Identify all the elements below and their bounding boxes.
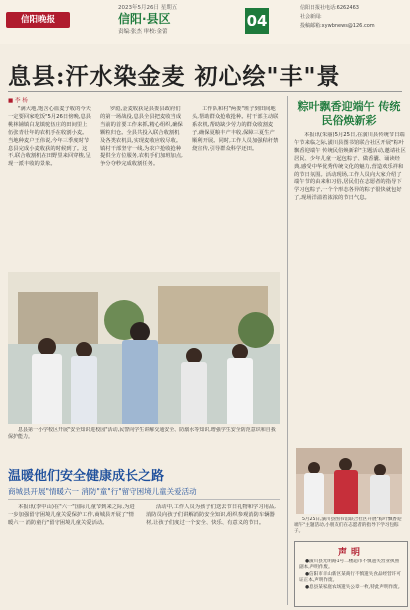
section-editors: 责编:张杰 审校:金蕾	[118, 29, 168, 35]
sub-article-subhead: 商城县开展"情暖六一 消防"童"行"留守困境儿童关爱活动	[8, 487, 197, 496]
section-title: 信阳·县区	[118, 12, 171, 26]
right-photo-caption	[294, 517, 406, 539]
notice-item: ●潢川县光明路1号二楼超市不慎遗失营业执照副本,声明作废。	[299, 559, 400, 571]
right-article-headline: 粽叶飘香迎端午 传统民俗焕新彩	[297, 100, 401, 127]
article-column-3	[192, 106, 280, 268]
school-safety-photo	[8, 272, 280, 424]
sub-article-text: 活动中,工作人员为孩子们送去节日礼物和学习用品,消防员向孩子们讲解消防安全知识,组织参观消防车辆器材,让孩子们度过一个安全、快乐、有意义的节日。	[146, 504, 276, 526]
sub-article-text: 本报讯(李中山)在"六一"国际儿童节到来之际,为进一步加强留守困境儿童关爱保护工作,商城县开展了"情暖六一 消防童行"留守困境儿童关爱活动。	[8, 504, 135, 526]
sub-article-column-2	[146, 504, 280, 604]
notice-item: ●息县某家庭农场遗失公章一枚,特此声明作废。	[305, 585, 403, 591]
photo-tree	[238, 312, 274, 348]
date-line: 2023年5月26日 星期五	[118, 5, 178, 11]
notice-title: 声明	[337, 548, 364, 558]
sub-article-divider	[8, 499, 280, 500]
photo-building	[18, 292, 98, 344]
contact-email: 投稿邮箱:xywbnews@126.com	[300, 23, 375, 29]
article-text: 工作队和村"两委"班子到田间地头,帮助群众抢收抢种。村干部主动联系农机,帮助缺少劳力的群众收割麦子,确保夏粮丰产丰收,保障三夏生产顺利开展。同时,工作人员加强秸秆禁烧宣传,引导群众科学还田。	[192, 106, 279, 152]
sub-article-column-1	[8, 504, 138, 604]
page-number: 04	[245, 8, 269, 34]
article-column-1	[8, 106, 92, 268]
contact-news: 社会新闻:	[300, 14, 322, 20]
article-text: "满大地,饱含心血麦子收的今天一定要回家吃饭"5月26日傍晚,息县桃林铺镇白龙镇驼伍庄的田间里上伍张青壮年的农机手在收割小麦。当地种麦户王伟说,今年三季度时节息县完成小麦收获的时候到了。这不,联合收割机在田野里来回穿梭,呈现一派丰收的景象。	[8, 106, 92, 168]
caption-text: 5月25日,潢川县图书馆联合社区开展"粽叶飘香迎端午"主题活动,小朋友们在志愿者的指导下学习包粽子。	[294, 517, 402, 535]
right-article-body	[294, 132, 406, 444]
sub-article-headline: 温暖他们安全健康成长之路	[8, 469, 165, 484]
headline: 息县:汗水染金麦 初心绘"丰"景	[8, 63, 341, 90]
headline-divider	[8, 91, 402, 92]
newspaper-logo: 信阳晚报	[6, 12, 70, 28]
contact-phone: 信阳日报社电话:6262463	[300, 5, 359, 11]
photo-caption	[8, 427, 280, 459]
notice-list	[299, 559, 403, 604]
dragon-boat-photo	[296, 448, 402, 514]
column-divider	[287, 96, 288, 605]
masthead	[0, 0, 410, 44]
article-text: 罗彪,金麦收获是县委县政府们的第一场战役,息县全县把麦收当成当前的首要工作来抓,精心组织,确保颗粒归仓。全县共投入联合收割机及各类农机具,实现麦收应收尽收。镇村干部坚守一线,为农户抢收抢种提供全方位服务,农机手们加班加点,争分夺秒完成收割任务。	[100, 106, 183, 168]
caption-text: 息县第一小学校区开展"安全知识进校园"活动,民警向学生讲解交通安全、防溺水等知识,增强学生安全防范意识和自我保护能力。	[8, 427, 276, 441]
right-article-text: 本报讯(朱丽)5月25日,在潢川县传统节日端午节来临之际,潢川县图书馆联合社区开展"粽叶飘香迎端午 传统民俗焕新彩"主题活动,邀请社区居民、少年儿童一起包粽子、做香囊、诵读经典,感受中华优秀传统文化的魅力,营造欢乐祥和的节日氛围。活动现场,工作人员向大家介绍了端午节的由来和习俗,居民们在志愿者的指导下学习包粽子,一个个形态各异的粽子很快就包好了,现场洋溢着浓浓的节日气息。	[294, 132, 406, 202]
article-column-2	[100, 106, 184, 268]
byline: ■ 李 杨	[8, 98, 28, 104]
notice-box	[294, 541, 408, 607]
notice-item: ●信阳市羊山新区某商行不慎遗失食品经营许可证正本,声明作废。	[299, 572, 401, 584]
